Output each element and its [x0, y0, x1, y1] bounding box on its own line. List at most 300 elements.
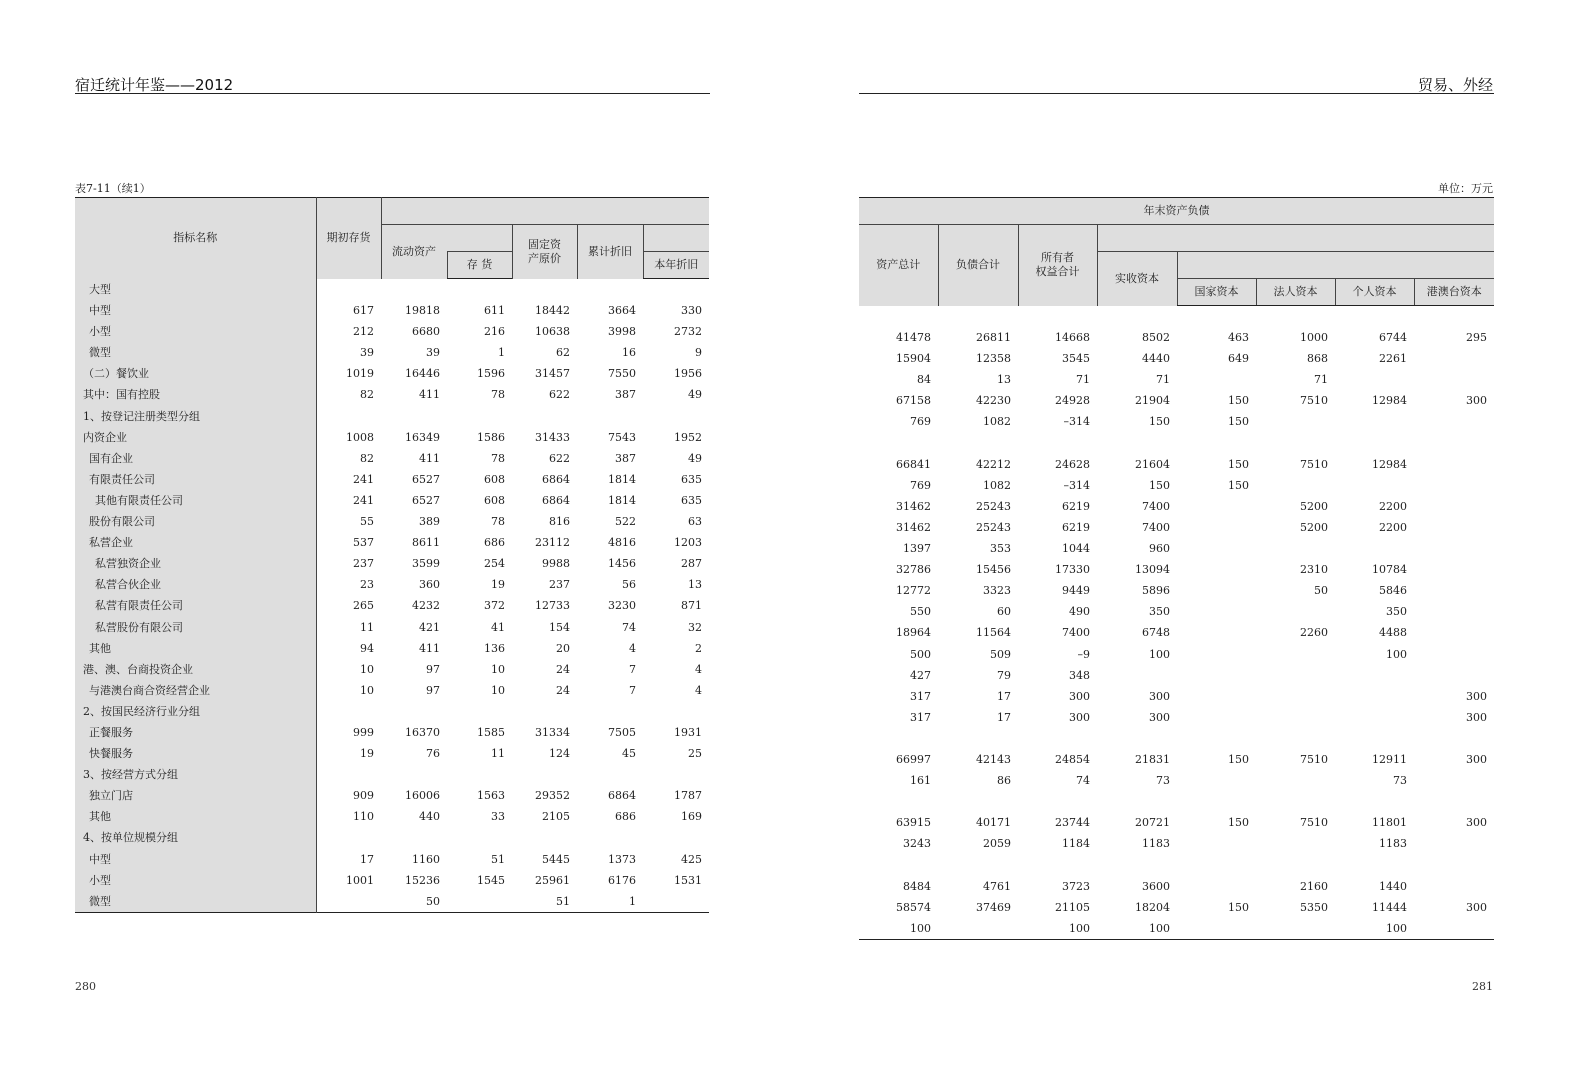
- cell: 41478: [896, 331, 931, 345]
- cell: 4: [695, 662, 703, 676]
- cell: [1097, 665, 1177, 686]
- col-equity-header: 所有者 权益合计: [1018, 225, 1097, 306]
- cell: [1018, 791, 1097, 812]
- cell: 6864: [608, 789, 636, 803]
- cell: 86: [997, 774, 1011, 788]
- cell: 33: [491, 810, 505, 824]
- cell: 161: [910, 774, 931, 788]
- cell: 300: [1466, 394, 1487, 408]
- col-opening-inventory-header: 期初存货: [316, 198, 381, 279]
- cell: [1177, 791, 1256, 812]
- cell: [512, 764, 577, 785]
- col-blank-header-2: [643, 225, 709, 252]
- cell: 31462: [896, 520, 931, 534]
- cell: 3230: [608, 599, 636, 613]
- cell: 4440: [1142, 352, 1170, 366]
- cell: 31457: [535, 367, 570, 381]
- cell: 16: [622, 346, 636, 360]
- cell: 11: [491, 747, 505, 761]
- cell: [1414, 517, 1494, 538]
- cell: 1001: [346, 873, 374, 887]
- cell: 24928: [1055, 394, 1090, 408]
- cell: [1414, 791, 1494, 812]
- cell: [1177, 770, 1256, 791]
- cell: [643, 406, 709, 427]
- cell: [1414, 601, 1494, 622]
- cell: [643, 764, 709, 785]
- cell: [447, 701, 512, 722]
- cell: [316, 827, 381, 848]
- cell: [1256, 644, 1335, 665]
- header-rule-right: [859, 93, 1494, 94]
- cell: 13: [688, 578, 703, 592]
- table-row: [859, 475, 1494, 496]
- table-row: [859, 876, 1494, 897]
- row-name: 私营合伙企业: [75, 574, 316, 595]
- cell: 11564: [976, 626, 1011, 640]
- cell: 1585: [477, 725, 505, 739]
- cell: [1414, 411, 1494, 432]
- cell: 63915: [896, 816, 931, 830]
- cell: [1414, 348, 1494, 369]
- cell: 300: [1149, 710, 1170, 724]
- cell: 150: [1149, 478, 1170, 492]
- cell: 999: [353, 725, 374, 739]
- cell: [1177, 644, 1256, 665]
- cell: [1414, 559, 1494, 580]
- cell: [1177, 496, 1256, 517]
- cell: [1018, 306, 1097, 328]
- row-name: 私营独资企业: [75, 553, 316, 574]
- table-row: [859, 433, 1494, 454]
- cell: 10: [491, 683, 505, 697]
- cell: [316, 279, 381, 301]
- cell: 21604: [1135, 457, 1170, 471]
- cell: 1183: [1142, 837, 1170, 851]
- cell: 2261: [1379, 352, 1407, 366]
- cell: 295: [1466, 331, 1487, 345]
- cell: 4488: [1379, 626, 1407, 640]
- table-row: [75, 617, 709, 638]
- cell: 1160: [412, 852, 440, 866]
- cell: 1373: [608, 852, 636, 866]
- table-row: [75, 870, 709, 891]
- table-row: [75, 574, 709, 595]
- cell: 21904: [1135, 394, 1170, 408]
- cell: 24628: [1055, 457, 1090, 471]
- col-inventory-header: 存 货: [447, 252, 512, 279]
- cell: [643, 827, 709, 848]
- cell: 4816: [608, 536, 636, 550]
- table-row: [75, 722, 709, 743]
- cell: 5350: [1300, 900, 1328, 914]
- cell: 19: [491, 578, 505, 592]
- cell: [1335, 791, 1414, 812]
- row-name: 其他: [75, 806, 316, 827]
- cell: 2200: [1379, 499, 1407, 513]
- cell: [1256, 728, 1335, 749]
- section-title: 贸易、外经: [1417, 76, 1493, 94]
- cell: –314: [1063, 415, 1090, 429]
- table-row: [859, 348, 1494, 369]
- cell: 411: [419, 641, 440, 655]
- cell: [1335, 728, 1414, 749]
- cell: [1256, 770, 1335, 791]
- cell: 635: [681, 472, 703, 486]
- cell: 6744: [1379, 331, 1407, 345]
- cell: 1440: [1379, 879, 1407, 893]
- cell: [512, 827, 577, 848]
- cell: 7400: [1142, 520, 1170, 534]
- cell: [512, 279, 577, 301]
- cell: 5200: [1300, 499, 1328, 513]
- cell: 16446: [405, 367, 440, 381]
- row-name: 3、按经营方式分组: [75, 764, 316, 785]
- cell: [1256, 833, 1335, 854]
- cell: [938, 854, 1018, 875]
- cell: 212: [353, 325, 374, 339]
- cell: 25243: [976, 499, 1011, 513]
- table-row: [859, 854, 1494, 875]
- cell: 6219: [1062, 520, 1090, 534]
- table-row: [859, 707, 1494, 728]
- cell: 58574: [896, 900, 931, 914]
- table-row: [859, 644, 1494, 665]
- cell: 1: [629, 894, 636, 908]
- cell: 17: [360, 852, 374, 866]
- cell: 31433: [535, 430, 570, 444]
- cell: 254: [484, 557, 505, 571]
- cell: 411: [419, 451, 440, 465]
- row-name: 1、按登记注册类型分组: [75, 406, 316, 427]
- cell: 25961: [535, 873, 570, 887]
- cell: 67158: [896, 394, 931, 408]
- row-name: 快餐服务: [75, 743, 316, 764]
- cell: [1097, 306, 1177, 328]
- cell: 7510: [1300, 457, 1328, 471]
- cell: 11801: [1372, 816, 1407, 830]
- cell: 39: [360, 346, 374, 360]
- cell: [1335, 665, 1414, 686]
- cell: 14668: [1055, 331, 1090, 345]
- cell: 18964: [896, 626, 931, 640]
- table-row: [75, 680, 709, 701]
- cell: 4232: [412, 599, 440, 613]
- cell: [1414, 833, 1494, 854]
- table-row: [859, 411, 1494, 432]
- cell: 42212: [976, 457, 1011, 471]
- table-row: [75, 743, 709, 764]
- cell: 237: [549, 578, 570, 592]
- row-name: 私营企业: [75, 532, 316, 553]
- col-current-assets-header: 流动资产: [381, 225, 447, 279]
- cell: 63: [688, 515, 703, 529]
- cell: [381, 701, 447, 722]
- cell: 100: [1149, 921, 1170, 935]
- row-name: （二）餐饮业: [75, 363, 316, 384]
- cell: 1586: [477, 430, 505, 444]
- cell: 4761: [983, 879, 1011, 893]
- cell: [938, 791, 1018, 812]
- cell: 94: [360, 641, 374, 655]
- table-row: [859, 559, 1494, 580]
- cell: [1414, 454, 1494, 475]
- cell: 25243: [976, 520, 1011, 534]
- table-row: [75, 785, 709, 806]
- cell: 11: [360, 620, 374, 634]
- cell: 816: [549, 515, 570, 529]
- cell: 15236: [405, 873, 440, 887]
- cell: 265: [353, 599, 374, 613]
- unit-label: 单位：万元: [1438, 182, 1493, 195]
- cell: [512, 701, 577, 722]
- cell: 300: [1149, 689, 1170, 703]
- cell: [512, 406, 577, 427]
- cell: 5846: [1379, 584, 1407, 598]
- cell: [381, 764, 447, 785]
- cell: 49: [688, 388, 703, 402]
- table-row: [859, 517, 1494, 538]
- cell: 1184: [1062, 837, 1090, 851]
- cell: 411: [419, 388, 440, 402]
- cell: [1097, 854, 1177, 875]
- cell: 39: [426, 346, 440, 360]
- cell: 8611: [412, 536, 440, 550]
- cell: 82: [360, 451, 374, 465]
- table-row: [75, 638, 709, 659]
- cell: [938, 306, 1018, 328]
- cell: 287: [681, 557, 703, 571]
- cell: 12733: [535, 599, 570, 613]
- cell: 11444: [1372, 900, 1407, 914]
- cell: 348: [1069, 668, 1090, 682]
- cell: 10638: [535, 325, 570, 339]
- cell: 24: [556, 662, 570, 676]
- row-name: 有限责任公司: [75, 469, 316, 490]
- cell: 360: [419, 578, 440, 592]
- cell: 49: [688, 451, 703, 465]
- cell: 1956: [674, 367, 703, 381]
- cell: 78: [491, 388, 505, 402]
- cell: 62: [556, 346, 570, 360]
- table-row: [75, 659, 709, 680]
- cell: 1203: [674, 536, 703, 550]
- row-name: 其他: [75, 638, 316, 659]
- cell: [1256, 707, 1335, 728]
- cell: [1177, 601, 1256, 622]
- cell: 15904: [896, 352, 931, 366]
- cell: 12984: [1372, 394, 1407, 408]
- row-name: 2、按国民经济行业分组: [75, 701, 316, 722]
- cell: 7510: [1300, 752, 1328, 766]
- cell: 16006: [405, 789, 440, 803]
- cell: 31462: [896, 499, 931, 513]
- cell: 45: [622, 747, 636, 761]
- cell: [447, 406, 512, 427]
- cell: 50: [1314, 584, 1328, 598]
- cell: 84: [917, 373, 931, 387]
- cell: 1: [498, 346, 505, 360]
- cell: 1545: [477, 873, 505, 887]
- cell: [1414, 644, 1494, 665]
- left-blank-group-header: [381, 198, 709, 225]
- table-row: [859, 728, 1494, 749]
- cell: [1256, 475, 1335, 496]
- cell: 32786: [896, 563, 931, 577]
- cell: 300: [1466, 689, 1487, 703]
- cell: 13094: [1135, 563, 1170, 577]
- cell: [577, 406, 643, 427]
- cell: [1256, 601, 1335, 622]
- cell: 71: [1314, 373, 1328, 387]
- cell: [1256, 686, 1335, 707]
- cell: 1082: [983, 415, 1011, 429]
- row-name: 4、按单位规模分组: [75, 827, 316, 848]
- cell: 25: [688, 747, 703, 761]
- cell: 1531: [674, 873, 703, 887]
- cell: [1256, 433, 1335, 454]
- cell: 21105: [1055, 900, 1090, 914]
- table-row: [859, 686, 1494, 707]
- cell: [1414, 433, 1494, 454]
- cell: 372: [484, 599, 505, 613]
- cell: 10: [491, 662, 505, 676]
- cell: 32: [688, 620, 703, 634]
- cell: [643, 701, 709, 722]
- cell: 51: [556, 894, 570, 908]
- col-blank-header: [447, 225, 512, 252]
- cell: 3723: [1062, 879, 1090, 893]
- cell: [1177, 876, 1256, 897]
- cell: 611: [484, 304, 505, 318]
- row-name: 中型: [75, 849, 316, 870]
- cell: 2160: [1300, 879, 1328, 893]
- cell: 15456: [976, 563, 1011, 577]
- cell: 617: [353, 304, 374, 318]
- col-paid-in-header: 实收资本: [1097, 252, 1177, 306]
- cell: 23744: [1055, 816, 1090, 830]
- col-accum-depr-header: 累计折旧: [577, 225, 643, 279]
- cell: [1177, 517, 1256, 538]
- cell: 71: [1156, 373, 1170, 387]
- book-title: 宿迁统计年鉴——2012: [75, 76, 234, 94]
- cell: [1335, 433, 1414, 454]
- cell: 4: [695, 683, 703, 697]
- left-table: [75, 197, 709, 913]
- cell: 23: [360, 578, 374, 592]
- cell: [577, 827, 643, 848]
- cell: 20721: [1135, 816, 1170, 830]
- cell: 8484: [903, 879, 931, 893]
- page-number-left: 280: [75, 980, 96, 993]
- cell: [1256, 854, 1335, 875]
- cell: 350: [1386, 605, 1407, 619]
- cell: 686: [484, 536, 505, 550]
- table-row: [75, 595, 709, 616]
- cell: 150: [1149, 415, 1170, 429]
- row-name: 私营股份有限公司: [75, 617, 316, 638]
- cell: 150: [1228, 478, 1249, 492]
- cell: 10: [360, 683, 374, 697]
- cell: [1177, 918, 1256, 940]
- cell: 1814: [608, 472, 636, 486]
- cell: [938, 918, 1018, 940]
- cell: 9: [695, 346, 703, 360]
- cell: 41: [491, 620, 505, 634]
- cell: 24: [556, 683, 570, 697]
- cell: –9: [1077, 647, 1090, 661]
- cell: [1097, 433, 1177, 454]
- cell: 5200: [1300, 520, 1328, 534]
- cell: [859, 433, 938, 454]
- cell: 4: [629, 641, 636, 655]
- row-name: 与港澳台商合资经营企业: [75, 680, 316, 701]
- cell: [1177, 665, 1256, 686]
- cell: 150: [1228, 816, 1249, 830]
- table-row: [859, 918, 1494, 940]
- cell: [859, 306, 938, 328]
- cell: 2: [695, 641, 703, 655]
- cell: 300: [1466, 816, 1487, 830]
- cell: 17330: [1055, 563, 1090, 577]
- cell: [577, 701, 643, 722]
- cell: [938, 433, 1018, 454]
- cell: 16349: [405, 430, 440, 444]
- table-row: [859, 390, 1494, 411]
- cell: 350: [1149, 605, 1170, 619]
- cell: 3323: [983, 584, 1011, 598]
- cell: 608: [484, 493, 505, 507]
- cell: [1414, 854, 1494, 875]
- cell: 3599: [412, 557, 440, 571]
- table-row: [859, 580, 1494, 601]
- table-row: [75, 363, 709, 384]
- cell: [1018, 854, 1097, 875]
- cell: 353: [990, 542, 1011, 556]
- cell: 110: [353, 810, 374, 824]
- cell: 21831: [1135, 752, 1170, 766]
- cell: 50: [426, 894, 440, 908]
- cell: 73: [1156, 774, 1170, 788]
- table-row: [75, 406, 709, 427]
- row-name: 中型: [75, 300, 316, 321]
- cell: 537: [353, 536, 374, 550]
- cell: 3664: [608, 304, 636, 318]
- cell: 5896: [1142, 584, 1170, 598]
- cell: 7550: [608, 367, 636, 381]
- col-name-header: 指标名称: [75, 198, 316, 279]
- cell: 12358: [976, 352, 1011, 366]
- page-number-right: 281: [1472, 980, 1493, 993]
- cell: 2105: [542, 810, 570, 824]
- cell: [1414, 918, 1494, 940]
- cell: [1097, 728, 1177, 749]
- cell: 1183: [1379, 837, 1407, 851]
- cell: 300: [1466, 752, 1487, 766]
- cell: 10784: [1372, 563, 1407, 577]
- cell: 1044: [1062, 542, 1090, 556]
- cell: [1335, 306, 1414, 328]
- cell: 868: [1307, 352, 1328, 366]
- cell: 389: [419, 515, 440, 529]
- table-row: [75, 384, 709, 405]
- row-name: 小型: [75, 870, 316, 891]
- cell: 1000: [1300, 331, 1328, 345]
- cell: [1177, 707, 1256, 728]
- cell: 6527: [412, 472, 440, 486]
- table-row: [859, 770, 1494, 791]
- table-row: [75, 764, 709, 785]
